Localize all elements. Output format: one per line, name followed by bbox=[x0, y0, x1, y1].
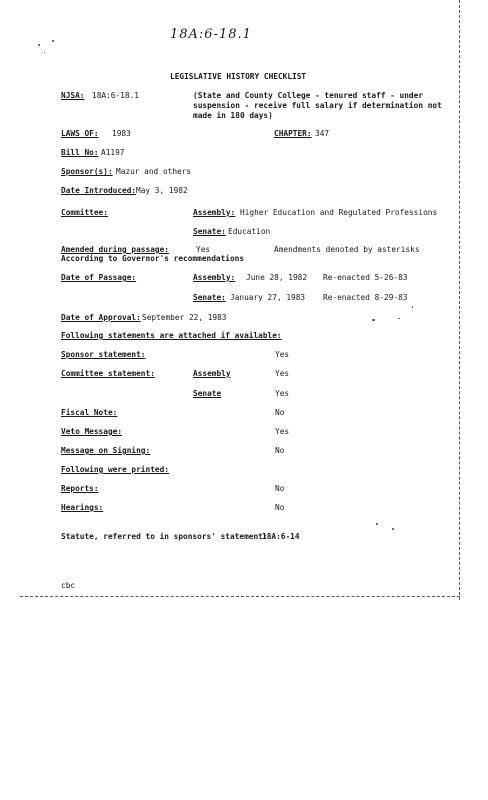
chapter-value: 347 bbox=[315, 129, 330, 138]
scan-edge-vertical bbox=[459, 0, 460, 600]
passage-assembly-value: June 28, 1982 bbox=[246, 273, 308, 282]
njsa-value: 18A:6-18.1 bbox=[92, 91, 139, 100]
passage-label: Date of Passage: bbox=[61, 273, 137, 282]
passage-assembly-reenacted: Re-enacted 5-26-83 bbox=[323, 273, 408, 282]
amended-note: Amendments denoted by asterisks bbox=[274, 245, 420, 254]
reports-value: No bbox=[275, 484, 285, 493]
sponsor-statement-value: Yes bbox=[275, 350, 290, 359]
passage-senate-reenacted: Re-enacted 8-29-83 bbox=[323, 293, 408, 302]
committee-statement-assembly-value: Yes bbox=[275, 369, 290, 378]
committee-senate-label: Senate: bbox=[193, 227, 226, 236]
sponsor-statement-label: Sponsor statement: bbox=[61, 350, 146, 359]
bill-label: Bill No: bbox=[61, 148, 99, 157]
statute-label: Statute, referred to in sponsors' statement: bbox=[61, 532, 268, 541]
laws-of-label: LAWS OF: bbox=[61, 129, 99, 138]
sponsor-value: Mazur and others bbox=[116, 167, 192, 176]
scan-speck bbox=[412, 306, 413, 308]
committee-statement-senate-value: Yes bbox=[275, 389, 290, 398]
scan-speck bbox=[44, 52, 45, 53]
description-line-3: made in 180 days) bbox=[193, 111, 273, 120]
amended-label: Amended during passage: bbox=[61, 245, 169, 254]
scan-speck bbox=[376, 523, 378, 525]
committee-assembly-value: Higher Education and Regulated Professions bbox=[240, 208, 438, 217]
bill-value: A1197 bbox=[101, 148, 125, 157]
scan-edge-horizontal bbox=[20, 596, 460, 597]
approval-value: September 22, 1983 bbox=[142, 313, 227, 322]
attached-heading: Following statements are attached if available: bbox=[61, 331, 282, 340]
committee-assembly-label: Assembly: bbox=[193, 208, 236, 217]
passage-senate-label: Senate: bbox=[193, 293, 226, 302]
scan-speck bbox=[372, 319, 375, 321]
date-introduced-label: Date Introduced: bbox=[61, 186, 137, 195]
reports-label: Reports: bbox=[61, 484, 99, 493]
veto-message-value: Yes bbox=[275, 427, 290, 436]
date-introduced-value: May 3, 1982 bbox=[136, 186, 188, 195]
signing-message-label: Message on Signing: bbox=[61, 446, 151, 455]
fiscal-note-value: No bbox=[275, 408, 285, 417]
scan-speck bbox=[38, 44, 40, 46]
scan-speck bbox=[398, 318, 400, 319]
governor-note: According to Governor's recommendations bbox=[61, 254, 245, 263]
committee-label: Committee: bbox=[61, 208, 108, 217]
chapter-label: CHAPTER: bbox=[274, 129, 312, 138]
committee-statement-label: Committee statement: bbox=[61, 369, 155, 378]
handwritten-reference: 18A:6-18.1 bbox=[170, 27, 252, 42]
scan-speck bbox=[392, 528, 394, 530]
scan-speck bbox=[52, 40, 54, 42]
hearings-value: No bbox=[275, 503, 285, 512]
approval-label: Date of Approval: bbox=[61, 313, 141, 322]
description-line-1: (State and County College - tenured staff - under bbox=[193, 91, 424, 100]
laws-of-value: 1983 bbox=[112, 129, 131, 138]
passage-senate-value: January 27, 1983 bbox=[230, 293, 306, 302]
amended-value: Yes bbox=[196, 245, 211, 254]
committee-senate-value: Education bbox=[228, 227, 271, 236]
hearings-label: Hearings: bbox=[61, 503, 104, 512]
sponsor-label: Sponsor(s): bbox=[61, 167, 113, 176]
fiscal-note-label: Fiscal Note: bbox=[61, 408, 118, 417]
printed-heading: Following were printed: bbox=[61, 465, 169, 474]
signing-message-value: No bbox=[275, 446, 285, 455]
statute-value: 18A:6-14 bbox=[262, 532, 300, 541]
passage-assembly-label: Assembly: bbox=[193, 273, 236, 282]
njsa-label: NJSA: bbox=[61, 91, 85, 100]
initials: cbc bbox=[61, 581, 76, 590]
committee-statement-senate-label: Senate bbox=[193, 389, 222, 398]
description-line-2: suspension - receive full salary if determination not bbox=[193, 101, 442, 110]
committee-statement-assembly-label: Assembly bbox=[193, 369, 231, 378]
document-title: LEGISLATIVE HISTORY CHECKLIST bbox=[170, 72, 307, 81]
veto-message-label: Veto Message: bbox=[61, 427, 123, 436]
